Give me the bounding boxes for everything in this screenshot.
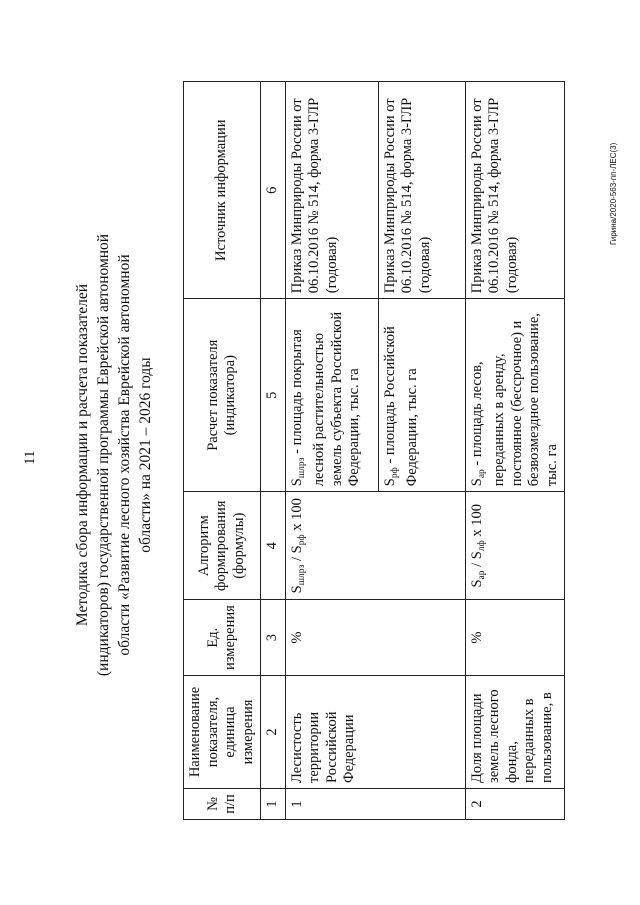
header-calc: Расчет показателя (индикатора) — [184, 299, 261, 492]
header-formula: Алгоритм формирования (формулы) — [184, 492, 261, 600]
title-line: Методика сбора информации и расчета показателей — [74, 283, 91, 627]
row-calc: $S_{рф}$ - площадь Российской Федерации, тыс. га — [378, 299, 465, 492]
row-calc: $S_{шлрз}$ - площадь покрытая лесной растительностью земель субъекта Российской Федерации, тыс. га — [285, 299, 378, 492]
row-calc: $S_{ар}$ - площадь лесов, переданных в аренду, постоянное (бессрочное) и безвозмездное пользование, тыс. га — [465, 299, 565, 492]
header-name: Наименование показателя, единица измерения — [184, 676, 261, 789]
colnum: 3 — [261, 600, 286, 676]
table-row — [285, 82, 378, 820]
row-formula: $S_{ар} / S_{лф}$ х 100 — [465, 492, 565, 600]
header-unit: Ед. измерения — [184, 600, 261, 676]
header-num: № п/п — [184, 789, 261, 820]
table-header-row — [184, 82, 261, 820]
page-number: 11 — [22, 450, 38, 465]
methodology-table — [183, 81, 565, 820]
title-line: (индикаторов) государственной программы Еврейской автономной — [95, 233, 112, 677]
table-colnum-row — [261, 82, 286, 820]
table-row — [465, 82, 565, 820]
row-unit: % — [465, 600, 565, 676]
row-name: Лесистость территории Российской Федерации — [285, 676, 465, 789]
colnum: 4 — [261, 492, 286, 600]
row-unit: % — [285, 600, 465, 676]
row-num: 1 — [285, 789, 465, 820]
row-num: 2 — [465, 789, 565, 820]
row-source: Приказ Минприроды России от 06.10.2016 № 514, форма 3-ГЛР (годовая) — [285, 82, 378, 299]
title-line: области «Развитие лесного хозяйства Еврейской автономной — [116, 254, 133, 656]
colnum: 1 — [261, 789, 286, 820]
document-title — [72, 155, 156, 755]
row-source: Приказ Минприроды России от 06.10.2016 № 514, форма 3-ГЛР (годовая) — [378, 82, 465, 299]
document-stamp: Гирина/2020-563-пп-ЛЕС(3) — [609, 142, 618, 245]
header-source: Источник информации — [184, 82, 261, 299]
colnum: 6 — [261, 82, 286, 299]
colnum: 5 — [261, 299, 286, 492]
title-line: области» на 2021 – 2026 годы — [137, 357, 154, 553]
colnum: 2 — [261, 676, 286, 789]
row-source: Приказ Минприроды России от 06.10.2016 № 514, форма 3-ГЛР (годовая) — [465, 82, 565, 299]
row-formula: $S_{шлрз} / S_{рф}$ х 100 — [285, 492, 465, 600]
row-name: Доля площади земель лесного фонда, переданных в пользование, в — [465, 676, 565, 789]
